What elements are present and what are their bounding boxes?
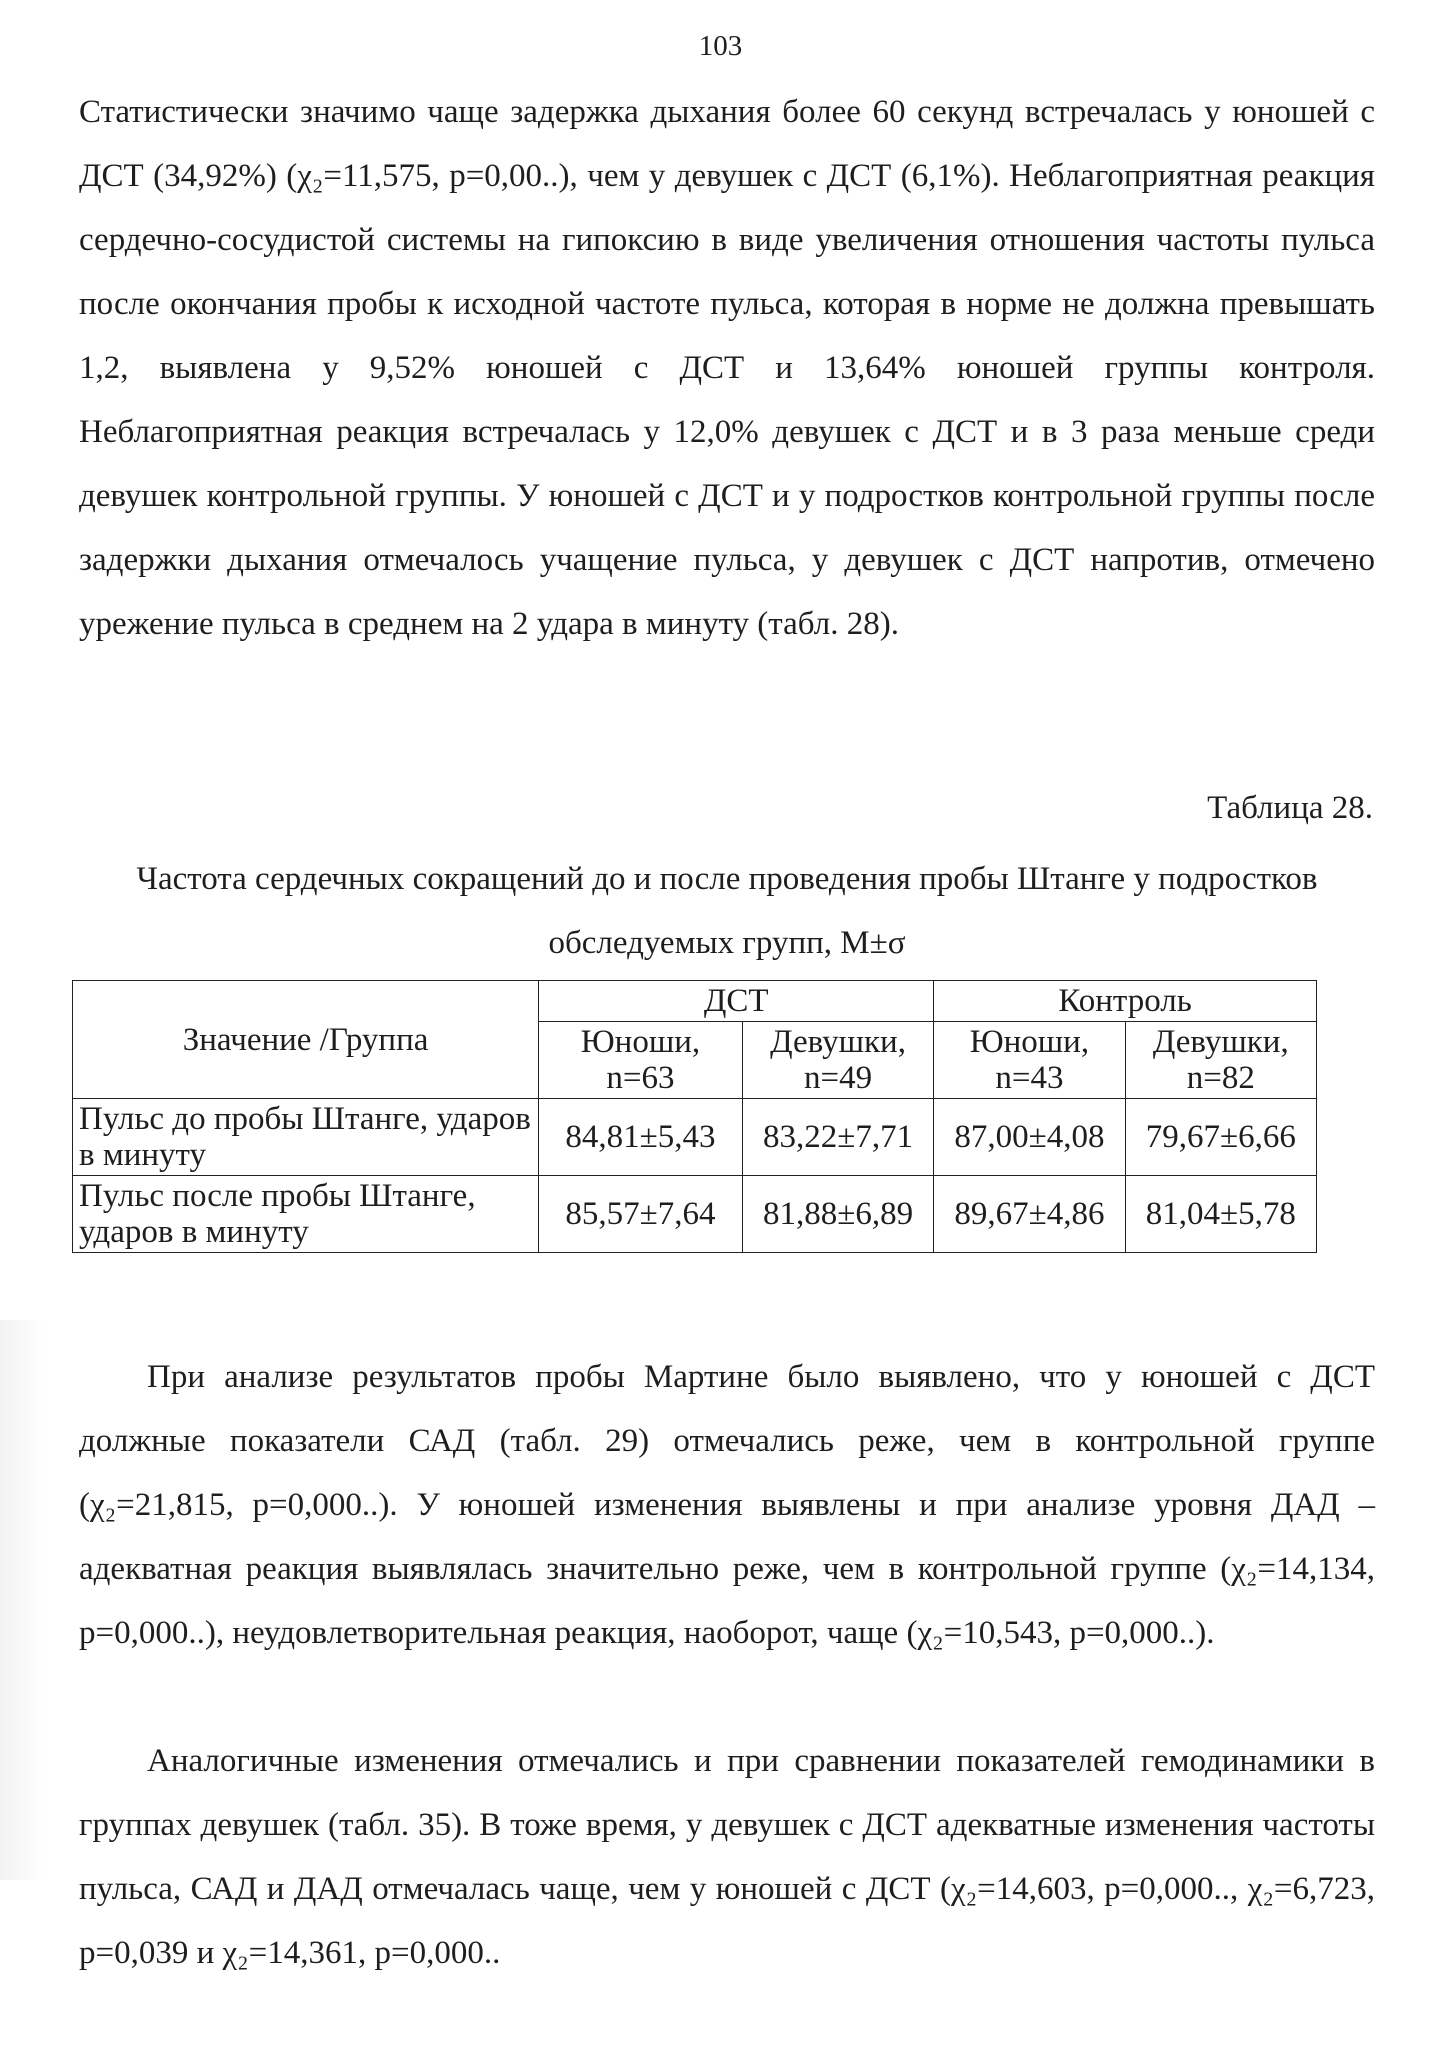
subheader-dst-girls: Девушки, n=49 — [742, 1022, 933, 1099]
table-cell: 84,81±5,43 — [539, 1099, 743, 1176]
page-number: 103 — [698, 30, 743, 62]
table-row — [73, 1176, 1317, 1253]
body-paragraph-1: Статистически значимо чаще задержка дыхания более 60 секунд встречалась у юношей с ДСТ (34,92%) (χ₂=11,575, р=0,00..), чем у девушек с ДСТ (6,1%). Неблагоприятная реакция сердечно-сосудистой системы на гипоксию в виде увеличения отношения частоты пульса после окончания пробы к исходной частоте пульса, которая в норме не должна превышать 1,2, выявлена у 9,52% юношей с ДСТ и 13,64% юношей группы контроля. Неблагоприятная реакция встречалась у 12,0% девушек с ДСТ и в 3 раза меньше среди девушек контрольной группы. У юношей с ДСТ и у подростков контрольной группы после задержки дыхания отмечалось учащение пульса, у девушек с ДСТ напротив, отмечено урежение пульса в среднем на 2 удара в минуту (табл. 28). — [79, 94, 1375, 642]
table-row — [73, 1099, 1317, 1176]
body-paragraph-3: Аналогичные изменения отмечались и при сравнении показателей гемодинамики в группах девушек (табл. 35). В тоже время, у девушек с ДСТ адекватные изменения частоты пульса, САД и ДАД отмечалась чаще, чем у юношей с ДСТ (χ₂=14,603, р=0,000.., χ₂=6,723, р=0,039 и χ₂=14,361, р=0,000.. — [79, 1743, 1375, 1971]
table-cell: 85,57±7,64 — [539, 1176, 743, 1253]
subheader-dst-boys: Юноши, n=63 — [539, 1022, 743, 1099]
table-cell: 79,67±6,66 — [1125, 1099, 1316, 1176]
table-cell: 81,04±5,78 — [1125, 1176, 1316, 1253]
table-cell: 87,00±4,08 — [934, 1099, 1125, 1176]
table-header-row — [73, 981, 1317, 1022]
table-cell: 83,22±7,71 — [742, 1099, 933, 1176]
scan-shadow — [0, 1320, 44, 1880]
subheader-control-boys: Юноши, n=43 — [934, 1022, 1125, 1099]
table-cell: 89,67±4,86 — [934, 1176, 1125, 1253]
header-corner: Значение /Группа — [73, 981, 539, 1099]
table-cell: 81,88±6,89 — [742, 1176, 933, 1253]
table-label: Таблица 28. — [1207, 790, 1373, 826]
data-table — [72, 980, 1317, 1253]
subheader-control-girls: Девушки, n=82 — [1125, 1022, 1316, 1099]
row-label: Пульс до пробы Штанге, ударов в минуту — [73, 1099, 539, 1176]
header-group-control: Контроль — [934, 981, 1317, 1022]
row-label: Пульс после пробы Штанге, ударов в минуту — [73, 1176, 539, 1253]
header-group-dst: ДСТ — [539, 981, 934, 1022]
table-title: Частота сердечных сокращений до и после проведения пробы Штанге у подростков обследуемых групп, М±σ — [136, 861, 1318, 961]
body-paragraph-2: При анализе результатов пробы Мартине было выявлено, что у юношей с ДСТ должные показатели САД (табл. 29) отмечались реже, чем в контрольной группе (χ₂=21,815, р=0,000..). У юношей изменения выявлены и при анализе уровня ДАД – адекватная реакция выявлялась значительно реже, чем в контрольной группе (χ₂=14,134, р=0,000..), неудовлетворительная реакция, наоборот, чаще (χ₂=10,543, р=0,000..). — [79, 1359, 1375, 1651]
